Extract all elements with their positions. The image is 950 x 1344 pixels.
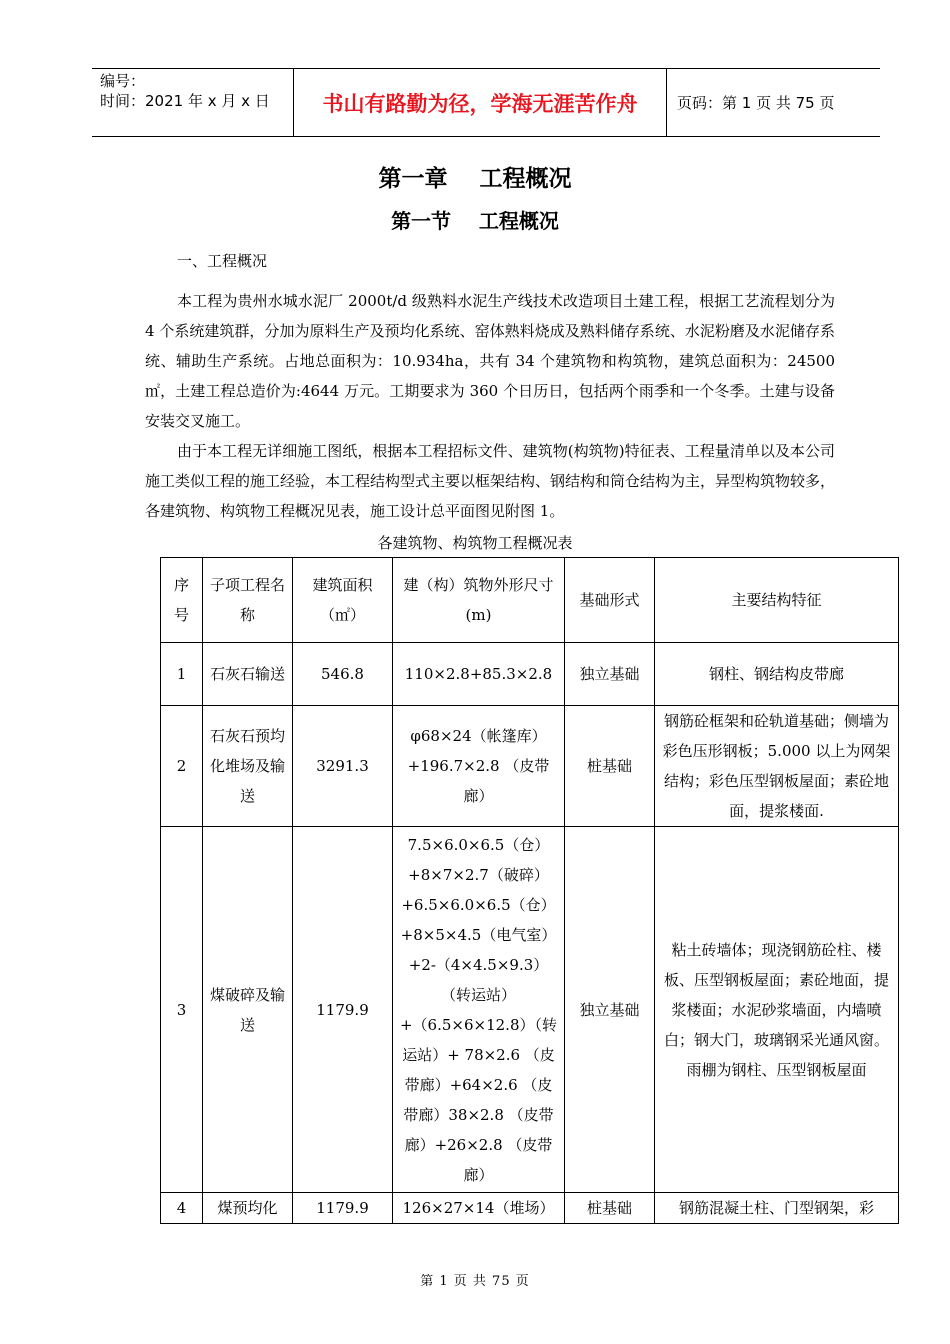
table-row: [161, 827, 899, 1193]
overview-table: [160, 557, 899, 1224]
table-cell: 110×2.8+85.3×2.8: [393, 643, 565, 706]
header-page-label: 页码：第 1 页 共 75 页: [677, 94, 835, 112]
header-motto: 书山有路勤为径，学海无涯苦作舟: [293, 69, 667, 136]
table-cell: 1: [161, 643, 203, 706]
number-label: 编号：: [100, 72, 146, 90]
subheading: 一、工程概况: [177, 252, 268, 270]
time-label: 时间：2021 年 x 月 x 日: [100, 92, 270, 110]
header-cell: 序号: [161, 558, 203, 643]
table-cell: 1179.9: [293, 827, 393, 1193]
table-cell: 钢筋砼框架和砼轨道基础；侧墙为彩色压形钢板；5.000 以上为网架结构；彩色压型钢板屋面；素砼地面，提浆楼面.: [655, 706, 899, 827]
table-cell: 2: [161, 706, 203, 827]
table-caption: 各建筑物、构筑物工程概况表: [377, 534, 573, 552]
table-cell: 粘土砖墙体；现浇钢筋砼柱、楼板、压型钢板屋面；素砼地面，提浆楼面；水泥砂浆墙面，内墙喷白；钢大门，玻璃钢采光通风窗。雨棚为钢柱、压型钢板屋面: [655, 827, 899, 1193]
header-cell: 子项工程名称: [203, 558, 293, 643]
chapter-title: 第一章 工程概况: [378, 166, 572, 192]
header-cell: 建筑面积（㎡）: [293, 558, 393, 643]
table-cell: 煤预均化: [203, 1193, 293, 1224]
table-cell: 1179.9: [293, 1193, 393, 1224]
table-cell: 煤破碎及输送: [203, 827, 293, 1193]
paragraph-2: 由于本工程无详细施工图纸，根据本工程招标文件、建筑物(构筑物)特征表、工程量清单以及本公司施工类似工程的施工经验，本工程结构型式主要以框架结构、钢结构和筒仓结构为主，异型构筑物较多，各建筑物、构筑物工程概况见表，施工设计总平面图见附图 1。: [145, 442, 836, 520]
header-meta: [92, 69, 293, 136]
section-title: 第一节 工程概况: [391, 209, 559, 233]
table-cell: 桩基础: [565, 706, 655, 827]
table-row: [161, 643, 899, 706]
page-footer: 第 1 页 共 75 页: [420, 1274, 530, 1289]
page-header: [92, 68, 880, 137]
table-cell: 4: [161, 1193, 203, 1224]
table-cell: 546.8: [293, 643, 393, 706]
table-row: [161, 706, 899, 827]
table-header-row: [161, 558, 899, 643]
paragraph-1: 本工程为贵州水城水泥厂 2000t/d 级熟料水泥生产线技术改造项目土建工程，根据工艺流程划分为 4 个系统建筑群，分加为原料生产及预均化系统、窑体熟料烧成及熟料储存系统、水泥粉磨及水泥储存系统、辅助生产系统。占地总面积为：10.934ha，共有 34 个建筑物和构筑物，建筑总面积为：24500㎡，土建工程总造价为:4644 万元。工期要求为 360 个日历日，包括两个雨季和一个冬季。土建与设备安装交叉施工。: [145, 292, 835, 430]
table-cell: 7.5×6.0×6.5（仓）+8×7×2.7（破碎）+6.5×6.0×6.5（仓）+8×5×4.5（电气室）+2-（4×4.5×9.3）（转运站）+（6.5×6×12.8）（转运站）+ 78×2.6 （皮带廊）+64×2.6 （皮带廊）38×2.8 （皮带廊）+26×2.8 （皮带廊）: [393, 827, 565, 1193]
table-cell: 钢柱、钢结构皮带廊: [655, 643, 899, 706]
table-cell: φ68×24（帐篷库）+196.7×2.8 （皮带廊）: [393, 706, 565, 827]
header-cell: 建（构）筑物外形尺寸(m): [393, 558, 565, 643]
header-cell: 基础形式: [565, 558, 655, 643]
table-cell: 独立基础: [565, 827, 655, 1193]
table-row: [161, 1193, 899, 1224]
header-cell: 主要结构特征: [655, 558, 899, 643]
table-cell: 126×27×14（堆场）: [393, 1193, 565, 1224]
table-cell: 3291.3: [293, 706, 393, 827]
table-cell: 石灰石预均化堆场及输送: [203, 706, 293, 827]
table-cell: 桩基础: [565, 1193, 655, 1224]
table-cell: 3: [161, 827, 203, 1193]
table-cell: 独立基础: [565, 643, 655, 706]
table-cell: 钢筋混凝土柱、门型钢架，彩: [655, 1193, 899, 1224]
table-cell: 石灰石输送: [203, 643, 293, 706]
